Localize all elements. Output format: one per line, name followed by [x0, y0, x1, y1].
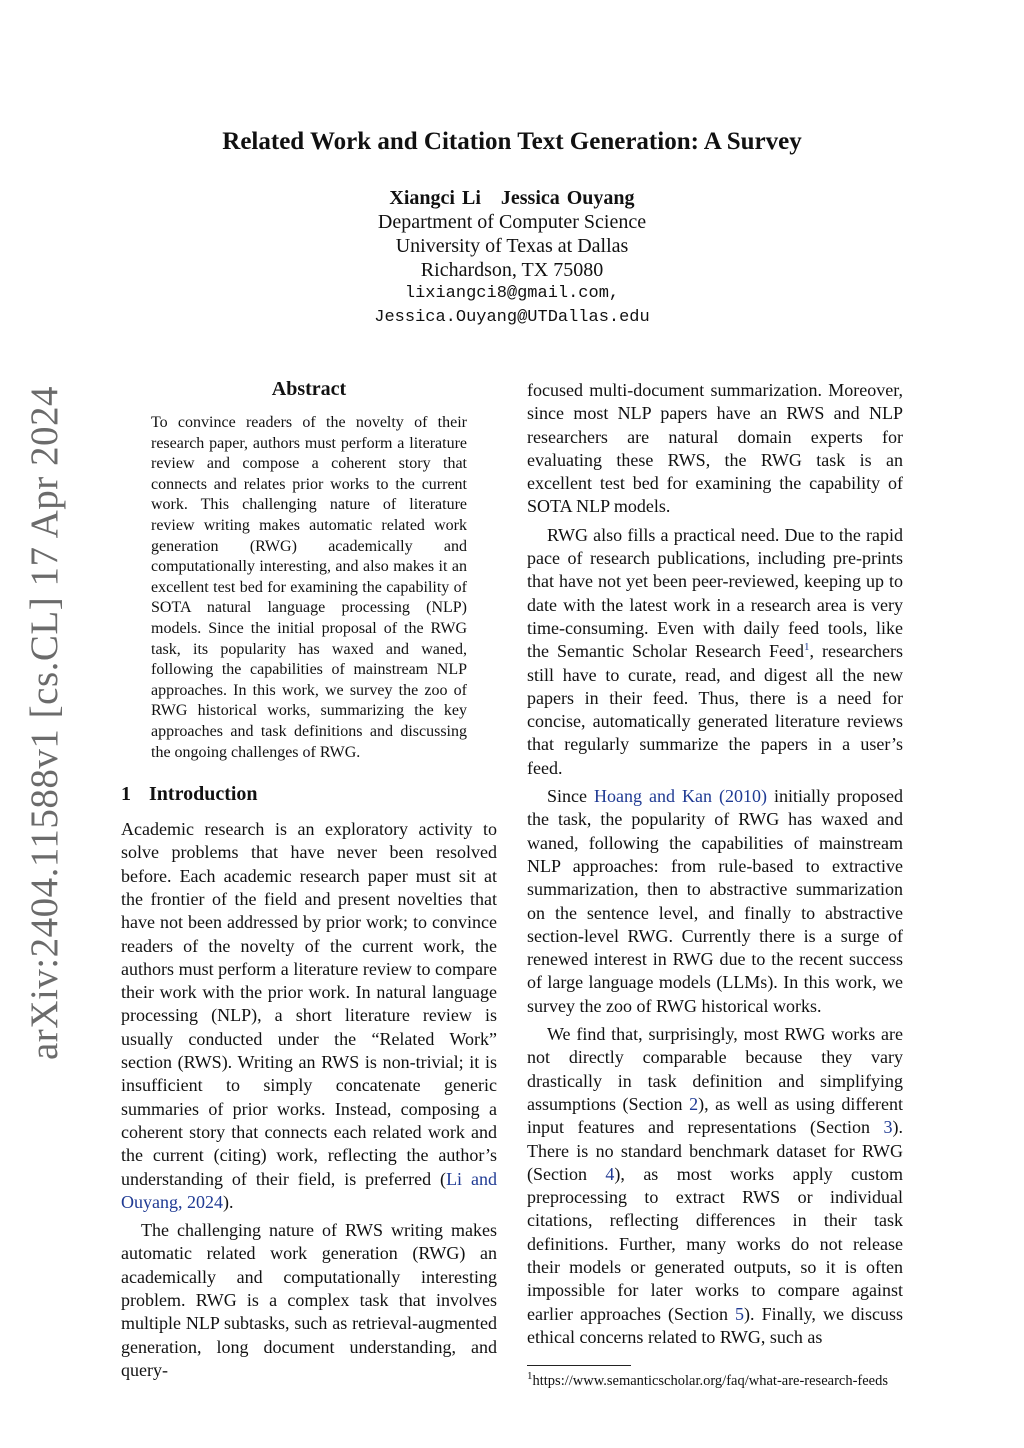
- citation-link[interactable]: Li and Ouyang, 2024: [121, 1168, 497, 1212]
- intro-paragraph-5: We find that, surprisingly, most RWG works are not directly comparable because they vary drastically in task definition and simplifying assumptions (Section 2), as well as using different input features and representations (Section 3). There is no standard benchmark dataset for RWG (Section 4), as most works apply custom preprocessing to extract RWS or individual citations, reflecting differences in their task definitions. Further, many works do not release their models or generated outputs, so it is often impossible for later works to compare against earlier approaches (Section 5). Finally, we discuss ethical concerns related to RWG, such as: [527, 1024, 904, 1347]
- affiliation-address: Richardson, TX 75080: [420, 259, 604, 281]
- footnote-marker[interactable]: 1: [804, 641, 810, 654]
- abstract-heading: Abstract: [271, 378, 347, 400]
- section-link[interactable]: 3: [883, 1117, 893, 1138]
- left-column: [121, 378, 497, 1382]
- section-link[interactable]: 4: [605, 1163, 615, 1184]
- intro-paragraph-1: Academic research is an exploratory activity to solve problems that have never been resolved before. Each academic research paper must sit at the frontier of the field and present novelties that have not been addressed by prior work; to convince readers of the novelty of the current work, the authors must perform a literature review to compare their work with the prior work. In natural language processing (NLP), a short literature review is usually conducted under the “Related Work” section (RWS). Writing an RWS is non-trivial; it is insufficient to simply concatenate generic summaries of prior works. Instead, composing a coherent story that connects each related work and the current (citing) work, reflecting the author’s understanding of their field, is preferred (Li and Ouyang, 2024).: [121, 819, 497, 1212]
- footnote-number: 1: [527, 1370, 533, 1383]
- section-link[interactable]: 2: [689, 1093, 699, 1114]
- arxiv-identifier: arXiv:2404.11588v1 [cs.CL] 17 Apr 2024: [23, 386, 66, 1060]
- author-names: [0, 186, 1024, 210]
- citation-link[interactable]: Hoang and Kan (2010): [594, 786, 767, 807]
- footnote-divider: [527, 1365, 631, 1366]
- intro-paragraph-4: Since Hoang and Kan (2010) initially proposed the task, the popularity of RWG has waxed and waned, following the capabilities of mainstream NLP approaches: from rule-based to extractive summarization, then to abstractive summarization on the sentence level, and finally to abstractive section-level RWG. Currently there is a surge of renewed interest in RWG due to the recent success of large language models (LLMs). In this work, we survey the zoo of RWG historical works.: [527, 786, 903, 1016]
- paper-title: Related Work and Citation Text Generation: A Survey: [222, 128, 802, 155]
- affiliation-university: University of Texas at Dallas: [395, 235, 629, 257]
- intro-paragraph-2: The challenging nature of RWS writing makes automatic related work generation (RWG) an academically and computationally interesting problem. RWG is a complex task that involves multiple NLP subtasks, such as retrieval-augmented generation, long document understanding, and query-: [121, 1220, 497, 1380]
- intro-paragraph-3: RWG also fills a practical need. Due to the rapid pace of research publications, including pre-prints that have not yet been peer-reviewed, keeping up to date with the latest work in a research area is very time-consuming. Even with daily feed tools, like the Semantic Scholar Research Feed$^1$, researchers still have to curate, read, and digest all the new papers in their feed. Thus, there is a need for concise, automatically generated literature reviews that regularly summarize the papers in a user’s feed.: [527, 524, 903, 778]
- author-email: Jessica.Ouyang@UTDallas.edu: [374, 308, 650, 327]
- affiliation-department: Department of Computer Science: [377, 211, 647, 233]
- section-title: Introduction: [149, 783, 258, 806]
- footnote-url[interactable]: https://www.semanticscholar.org/faq/what-are-research-feeds: [532, 1373, 889, 1390]
- right-column: [527, 379, 903, 1390]
- section-heading-introduction: [121, 783, 497, 806]
- author-block: [0, 186, 1024, 330]
- author-name: Jessica Ouyang: [500, 187, 635, 209]
- author-email: lixiangci8@gmail.com,: [404, 284, 620, 303]
- section-link[interactable]: 5: [735, 1303, 745, 1324]
- section-number: 1: [121, 783, 131, 806]
- footnote: [527, 1372, 903, 1390]
- intro-paragraph-2-continued: focused multi-document summarization. Moreover, since most NLP papers have an RWS and NLP researchers are natural domain experts for evaluating these RWS, the RWG task is an excellent test bed for examining the capability of SOTA NLP models.: [527, 380, 903, 517]
- abstract-text: To convince readers of the novelty of their research paper, authors must perform a literature review and compose a coherent story that connects and relates prior works to the current work. This challenging nature of literature review writing makes automatic related work generation (RWG) academically and computationally interesting, and also makes it an excellent test bed for examining the capability of SOTA natural language processing (NLP) models. Since the initial proposal of the RWG task, its popularity has waxed and waned, following the capabilities of mainstream NLP approaches. In this work, we survey the zoo of RWG historical works, summarizing the key approaches and task definitions and discussing the ongoing challenges of RWG.: [151, 414, 467, 761]
- author-name: Xiangci Li: [389, 187, 481, 209]
